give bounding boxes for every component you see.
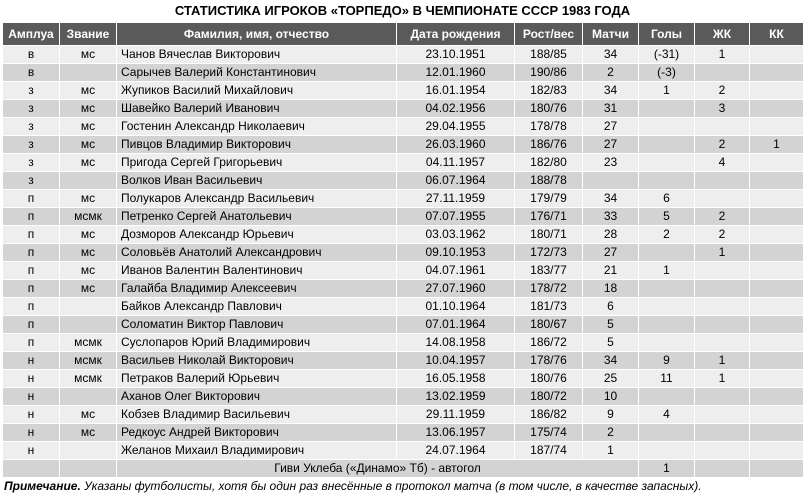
cell-red-cards — [750, 190, 804, 208]
cell-rank — [60, 316, 117, 334]
header-rank: Звание — [60, 23, 117, 46]
table-row — [3, 280, 804, 298]
cell-red-cards — [750, 208, 804, 226]
header-height-weight: Рост/вес — [515, 23, 583, 46]
cell-goals — [639, 424, 695, 442]
table-header — [3, 23, 804, 46]
table-row — [3, 244, 804, 262]
cell-rank — [60, 388, 117, 406]
table-row — [3, 154, 804, 172]
cell-name: Галайба Владимир Алексеевич — [117, 280, 397, 298]
cell-role: в — [3, 46, 60, 64]
cell-matches: 5 — [583, 316, 639, 334]
cell-rank: мс — [60, 136, 117, 154]
cell-birth-date: 04.07.1961 — [397, 262, 515, 280]
cell-goals: 9 — [639, 352, 695, 370]
header-name: Фамилия, имя, отчество — [117, 23, 397, 46]
cell-birth-date: 26.03.1960 — [397, 136, 515, 154]
cell-role: п — [3, 316, 60, 334]
cell-role: н — [3, 370, 60, 388]
cell-matches: 27 — [583, 118, 639, 136]
cell-red-cards — [750, 334, 804, 352]
cell-yellow-cards — [695, 406, 750, 424]
cell-matches: 10 — [583, 388, 639, 406]
cell-birth-date: 01.10.1964 — [397, 298, 515, 316]
table-row — [3, 172, 804, 190]
cell-birth-date: 09.10.1953 — [397, 244, 515, 262]
cell-goals: 5 — [639, 208, 695, 226]
table-row — [3, 190, 804, 208]
cell-red-cards — [750, 388, 804, 406]
cell-red-cards — [750, 352, 804, 370]
cell-role: п — [3, 208, 60, 226]
cell-rank: мсмк — [60, 370, 117, 388]
cell-matches: 33 — [583, 208, 639, 226]
cell-name: Кобзев Владимир Васильевич — [117, 406, 397, 424]
cell-goals — [639, 136, 695, 154]
own-goal-row — [3, 460, 804, 478]
cell-matches: 34 — [583, 46, 639, 64]
cell-rank — [60, 442, 117, 460]
cell-birth-date: 13.02.1959 — [397, 388, 515, 406]
cell-goals — [639, 154, 695, 172]
header-birth-date: Дата рождения — [397, 23, 515, 46]
header-role: Амплуа — [3, 23, 60, 46]
cell-height-weight: 183/77 — [515, 262, 583, 280]
cell-matches: 34 — [583, 352, 639, 370]
cell-rank: мс — [60, 244, 117, 262]
footnote — [4, 478, 805, 494]
cell-goals: 2 — [639, 226, 695, 244]
cell-yellow-cards: 2 — [695, 82, 750, 100]
cell-red-cards — [750, 64, 804, 82]
cell-matches: 27 — [583, 244, 639, 262]
cell-yellow-cards: 1 — [695, 244, 750, 262]
cell-height-weight: 175/74 — [515, 424, 583, 442]
cell-name: Волков Иван Васильевич — [117, 172, 397, 190]
cell-height-weight: 176/71 — [515, 208, 583, 226]
cell-rank: мс — [60, 154, 117, 172]
player-stats-table — [2, 22, 804, 478]
cell-goals: 4 — [639, 406, 695, 424]
header-goals: Голы — [639, 23, 695, 46]
cell-goals — [639, 388, 695, 406]
cell-name: Редкоус Андрей Викторович — [117, 424, 397, 442]
cell-yellow-cards: 2 — [695, 208, 750, 226]
header-row — [3, 23, 804, 46]
own-goal-text: Гиви Уклеба («Динамо» Тб) - автогол — [117, 460, 639, 478]
cell-goals: 1 — [639, 82, 695, 100]
cell-name: Соломатин Виктор Павлович — [117, 316, 397, 334]
cell-matches: 28 — [583, 226, 639, 244]
cell-role: п — [3, 280, 60, 298]
cell-matches: 34 — [583, 82, 639, 100]
header-matches: Матчи — [583, 23, 639, 46]
empty-cell — [750, 460, 804, 478]
cell-red-cards — [750, 280, 804, 298]
cell-name: Петраков Валерий Юрьевич — [117, 370, 397, 388]
cell-birth-date: 13.06.1957 — [397, 424, 515, 442]
cell-rank: мс — [60, 226, 117, 244]
table-row — [3, 136, 804, 154]
cell-role: в — [3, 64, 60, 82]
cell-rank: мс — [60, 280, 117, 298]
cell-name: Шавейко Валерий Иванович — [117, 100, 397, 118]
cell-red-cards — [750, 154, 804, 172]
cell-red-cards — [750, 424, 804, 442]
cell-name: Васильев Николай Викторович — [117, 352, 397, 370]
cell-yellow-cards — [695, 64, 750, 82]
cell-role: п — [3, 244, 60, 262]
cell-height-weight: 186/76 — [515, 136, 583, 154]
table-row — [3, 82, 804, 100]
cell-matches: 6 — [583, 298, 639, 316]
own-goal-goals: 1 — [639, 460, 695, 478]
cell-height-weight: 180/67 — [515, 316, 583, 334]
empty-cell — [3, 460, 60, 478]
cell-goals — [639, 316, 695, 334]
cell-height-weight: 186/72 — [515, 334, 583, 352]
cell-rank: мс — [60, 82, 117, 100]
cell-birth-date: 10.04.1957 — [397, 352, 515, 370]
cell-matches: 23 — [583, 154, 639, 172]
cell-height-weight: 190/86 — [515, 64, 583, 82]
empty-cell — [60, 460, 117, 478]
cell-height-weight: 178/72 — [515, 280, 583, 298]
cell-red-cards — [750, 82, 804, 100]
cell-yellow-cards — [695, 316, 750, 334]
cell-matches: 9 — [583, 406, 639, 424]
table-row — [3, 334, 804, 352]
cell-height-weight: 188/78 — [515, 172, 583, 190]
cell-role: п — [3, 334, 60, 352]
cell-height-weight: 181/73 — [515, 298, 583, 316]
cell-role: п — [3, 190, 60, 208]
table-row — [3, 226, 804, 244]
table-row — [3, 118, 804, 136]
cell-role: н — [3, 352, 60, 370]
cell-birth-date: 16.01.1954 — [397, 82, 515, 100]
cell-yellow-cards — [695, 388, 750, 406]
cell-yellow-cards: 1 — [695, 352, 750, 370]
cell-rank: мс — [60, 190, 117, 208]
cell-yellow-cards: 2 — [695, 136, 750, 154]
cell-matches: 27 — [583, 136, 639, 154]
table-row — [3, 316, 804, 334]
cell-name: Полукаров Александр Васильевич — [117, 190, 397, 208]
cell-birth-date: 16.05.1958 — [397, 370, 515, 388]
footnote-label: Примечание. — [4, 479, 81, 493]
cell-role: п — [3, 298, 60, 316]
cell-goals — [639, 334, 695, 352]
cell-goals: (-3) — [639, 64, 695, 82]
table-row — [3, 442, 804, 460]
cell-matches: 5 — [583, 334, 639, 352]
table-row — [3, 298, 804, 316]
cell-name: Соловьёв Анатолий Александрович — [117, 244, 397, 262]
cell-birth-date: 24.07.1964 — [397, 442, 515, 460]
cell-birth-date: 04.11.1957 — [397, 154, 515, 172]
cell-goals — [639, 442, 695, 460]
cell-matches: 2 — [583, 424, 639, 442]
cell-red-cards — [750, 316, 804, 334]
cell-role: з — [3, 154, 60, 172]
table-row — [3, 424, 804, 442]
cell-red-cards — [750, 118, 804, 136]
cell-rank — [60, 64, 117, 82]
table-row — [3, 100, 804, 118]
cell-red-cards — [750, 262, 804, 280]
cell-name: Чанов Вячеслав Викторович — [117, 46, 397, 64]
cell-yellow-cards — [695, 280, 750, 298]
cell-height-weight: 180/71 — [515, 226, 583, 244]
cell-rank: мс — [60, 262, 117, 280]
cell-birth-date: 27.07.1960 — [397, 280, 515, 298]
cell-red-cards — [750, 226, 804, 244]
table-row — [3, 46, 804, 64]
cell-yellow-cards — [695, 118, 750, 136]
header-yellow-cards: ЖК — [695, 23, 750, 46]
cell-birth-date: 06.07.1964 — [397, 172, 515, 190]
cell-rank: мс — [60, 118, 117, 136]
cell-matches: 21 — [583, 262, 639, 280]
cell-role: п — [3, 226, 60, 244]
cell-yellow-cards: 4 — [695, 154, 750, 172]
cell-name: Сарычев Валерий Константинович — [117, 64, 397, 82]
cell-height-weight: 179/79 — [515, 190, 583, 208]
cell-rank: мсмк — [60, 208, 117, 226]
cell-name: Байков Александр Павлович — [117, 298, 397, 316]
cell-height-weight: 180/76 — [515, 370, 583, 388]
cell-name: Желанов Михаил Владимирович — [117, 442, 397, 460]
cell-name: Суслопаров Юрий Владимирович — [117, 334, 397, 352]
cell-rank: мсмк — [60, 352, 117, 370]
table-row — [3, 406, 804, 424]
cell-matches: 25 — [583, 370, 639, 388]
cell-rank: мс — [60, 406, 117, 424]
cell-matches: 34 — [583, 190, 639, 208]
cell-name: Дозморов Александр Юрьевич — [117, 226, 397, 244]
cell-yellow-cards — [695, 442, 750, 460]
cell-height-weight: 188/85 — [515, 46, 583, 64]
cell-goals: 11 — [639, 370, 695, 388]
cell-name: Жупиков Василий Михайлович — [117, 82, 397, 100]
cell-red-cards — [750, 370, 804, 388]
cell-red-cards — [750, 244, 804, 262]
cell-goals — [639, 280, 695, 298]
cell-yellow-cards — [695, 172, 750, 190]
cell-yellow-cards: 1 — [695, 370, 750, 388]
cell-yellow-cards — [695, 424, 750, 442]
table-row — [3, 352, 804, 370]
cell-yellow-cards — [695, 298, 750, 316]
cell-role: з — [3, 118, 60, 136]
cell-height-weight: 178/76 — [515, 352, 583, 370]
cell-role: з — [3, 172, 60, 190]
cell-yellow-cards — [695, 190, 750, 208]
cell-height-weight: 187/74 — [515, 442, 583, 460]
cell-height-weight: 182/80 — [515, 154, 583, 172]
cell-birth-date: 07.01.1964 — [397, 316, 515, 334]
cell-goals — [639, 244, 695, 262]
cell-goals: 6 — [639, 190, 695, 208]
cell-yellow-cards — [695, 334, 750, 352]
cell-red-cards — [750, 46, 804, 64]
table-row — [3, 64, 804, 82]
table-row — [3, 262, 804, 280]
cell-goals — [639, 172, 695, 190]
cell-role: п — [3, 262, 60, 280]
cell-rank: мс — [60, 424, 117, 442]
cell-height-weight: 182/83 — [515, 82, 583, 100]
cell-height-weight: 180/72 — [515, 388, 583, 406]
cell-height-weight: 178/78 — [515, 118, 583, 136]
cell-matches: 2 — [583, 64, 639, 82]
cell-name: Аханов Олег Викторович — [117, 388, 397, 406]
cell-goals — [639, 100, 695, 118]
cell-yellow-cards: 2 — [695, 226, 750, 244]
table-body — [3, 46, 804, 478]
cell-role: з — [3, 136, 60, 154]
cell-role: н — [3, 406, 60, 424]
cell-birth-date: 03.03.1962 — [397, 226, 515, 244]
table-row — [3, 370, 804, 388]
cell-yellow-cards: 1 — [695, 46, 750, 64]
empty-cell — [695, 460, 750, 478]
cell-birth-date: 27.11.1959 — [397, 190, 515, 208]
cell-name: Гостенин Александр Николаевич — [117, 118, 397, 136]
cell-matches: 18 — [583, 280, 639, 298]
cell-red-cards — [750, 172, 804, 190]
cell-name: Петренко Сергей Анатольевич — [117, 208, 397, 226]
cell-goals: (-31) — [639, 46, 695, 64]
cell-yellow-cards — [695, 262, 750, 280]
cell-birth-date: 07.07.1955 — [397, 208, 515, 226]
page-title: СТАТИСТИКА ИГРОКОВ «ТОРПЕДО» В ЧЕМПИОНАТЕ СССР 1983 ГОДА — [174, 3, 631, 18]
cell-rank: мсмк — [60, 334, 117, 352]
cell-red-cards — [750, 442, 804, 460]
cell-matches: 31 — [583, 100, 639, 118]
cell-rank: мс — [60, 46, 117, 64]
cell-height-weight: 186/82 — [515, 406, 583, 424]
footnote-text: Указаны футболисты, хотя бы один раз внесённые в протокол матча (в том числе, в качестве запасных). — [80, 479, 702, 493]
cell-birth-date: 14.08.1958 — [397, 334, 515, 352]
cell-yellow-cards: 3 — [695, 100, 750, 118]
cell-birth-date: 29.04.1955 — [397, 118, 515, 136]
cell-role: з — [3, 100, 60, 118]
cell-height-weight: 180/76 — [515, 100, 583, 118]
cell-name: Иванов Валентин Валентинович — [117, 262, 397, 280]
cell-role: н — [3, 388, 60, 406]
cell-role: н — [3, 442, 60, 460]
cell-name: Пригода Сергей Григорьевич — [117, 154, 397, 172]
cell-role: н — [3, 424, 60, 442]
cell-matches — [583, 172, 639, 190]
table-row — [3, 388, 804, 406]
cell-red-cards — [750, 298, 804, 316]
cell-name: Пивцов Владимир Викторович — [117, 136, 397, 154]
cell-red-cards: 1 — [750, 136, 804, 154]
header-red-cards: КК — [750, 23, 804, 46]
cell-role: з — [3, 82, 60, 100]
cell-rank — [60, 172, 117, 190]
cell-birth-date: 29.11.1959 — [397, 406, 515, 424]
cell-height-weight: 172/73 — [515, 244, 583, 262]
cell-goals — [639, 118, 695, 136]
cell-rank: мс — [60, 100, 117, 118]
cell-red-cards — [750, 406, 804, 424]
cell-birth-date: 23.10.1951 — [397, 46, 515, 64]
cell-rank — [60, 298, 117, 316]
cell-red-cards — [750, 100, 804, 118]
cell-goals: 1 — [639, 262, 695, 280]
cell-matches: 1 — [583, 442, 639, 460]
cell-birth-date: 12.01.1960 — [397, 64, 515, 82]
cell-goals — [639, 298, 695, 316]
table-row — [3, 208, 804, 226]
cell-birth-date: 04.02.1956 — [397, 100, 515, 118]
